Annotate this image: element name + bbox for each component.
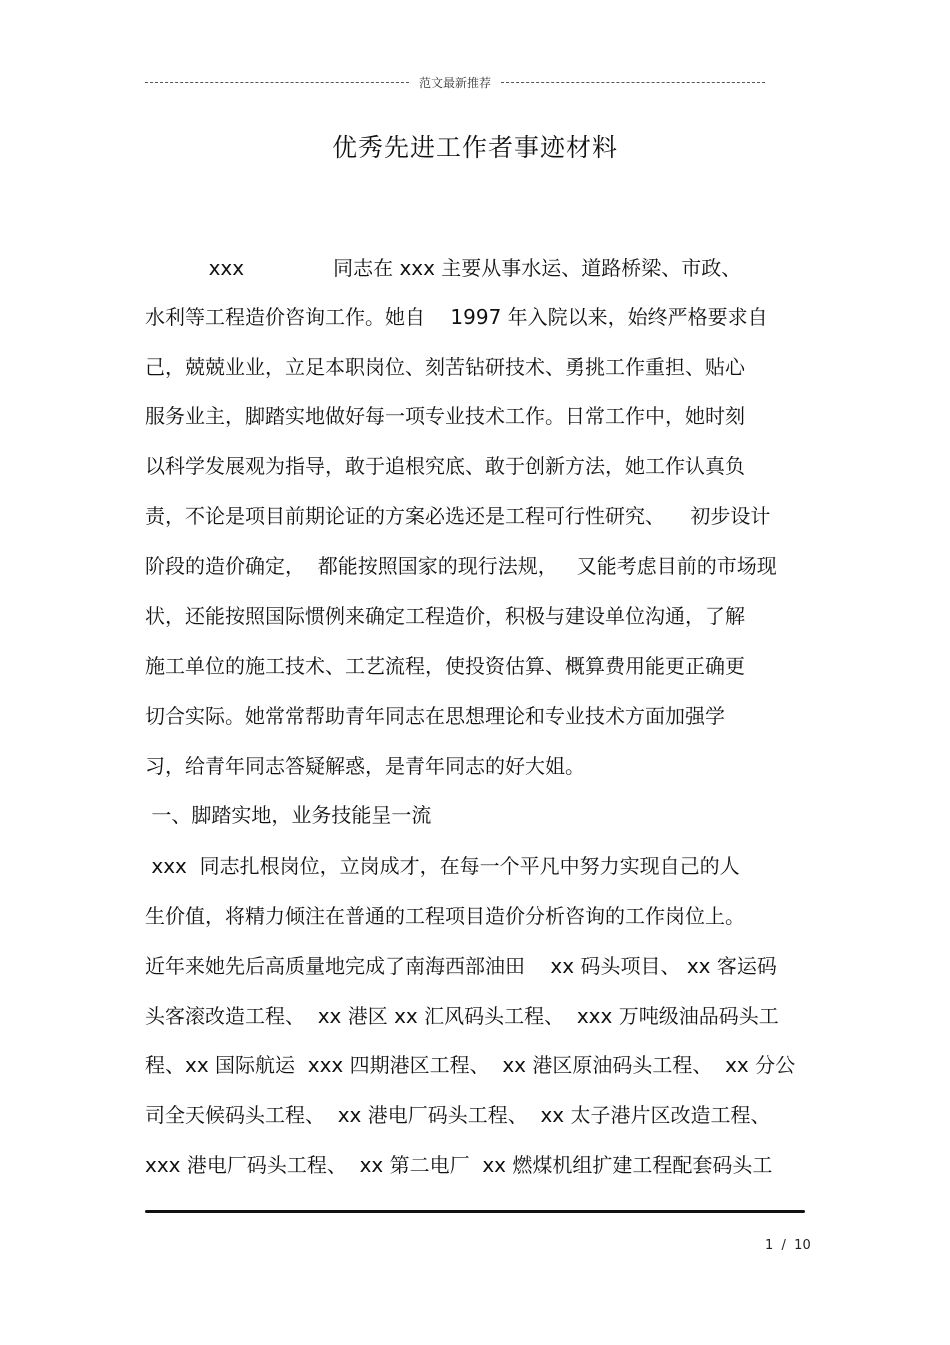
body-line: 生价值，将精力倾注在普通的工程项目造价分析咨询的工作岗位上。 [145, 904, 745, 928]
header-label: 范文最新推荐 [419, 75, 492, 90]
body-line: 近年来她先后高质量地完成了南海西部油田 xx 码头项目、 xx 客运码 [145, 954, 777, 978]
body-line: 施工单位的施工技术、工艺流程，使投资估算、概算费用能更正确更 [145, 654, 745, 678]
header-right-rule [501, 82, 765, 83]
page-header [145, 72, 765, 92]
body-line: 头客滚改造工程、 xx 港区 xx 汇风码头工程、 xxx 万吨级油品码头工 [145, 1004, 779, 1028]
body-line: 切合实际。她常常帮助青年同志在思想理论和专业技术方面加强学 [145, 704, 725, 728]
body-line: 状，还能按照国际惯例来确定工程造价，积极与建设单位沟通，了解 [145, 604, 745, 628]
body-line: xxx 同志扎根岗位，立岗成才，在每一个平凡中努力实现自己的人 [145, 854, 740, 878]
body-line: 己，兢兢业业，立足本职岗位、刻苦钻研技术、勇挑工作重担、贴心 [145, 355, 745, 379]
body-line: 责，不论是项目前期论证的方案必选还是工程可行性研究、 初步设计 [145, 504, 771, 528]
body-line: 服务业主，脚踏实地做好每一项专业技术工作。日常工作中，她时刻 [145, 404, 745, 428]
body-line: 程、xx 国际航运 xxx 四期港区工程、 xx 港区原油码头工程、 xx 分公 [145, 1053, 796, 1077]
body-line: 以科学发展观为指导，敢于追根究底、敢于创新方法，她工作认真负 [145, 454, 745, 478]
section-heading: 一、脚踏实地，业务技能呈一流 [145, 803, 432, 827]
body-line: 司全天候码头工程、 xx 港电厂码头工程、 xx 太子港片区改造工程、 [145, 1103, 771, 1127]
body-line: 阶段的造价确定， 都能按照国家的现行法规， 又能考虑目前的市场现 [145, 554, 777, 578]
body-line: xxx 同志在 xxx 主要从事水运、道路桥梁、市政、 [145, 256, 742, 280]
body-line: 水利等工程造价咨询工作。她自 1997 年入院以来，始终严格要求自 [145, 305, 768, 329]
page-number: 1 / 10 [765, 1238, 811, 1253]
footer-rule [145, 1210, 805, 1213]
header-left-rule [145, 82, 409, 83]
body-line: xxx 港电厂码头工程、 xx 第二电厂 xx 燃煤机组扩建工程配套码头工 [145, 1153, 773, 1177]
document-title: 优秀先进工作者事迹材料 [331, 133, 618, 162]
body-line: 习，给青年同志答疑解惑，是青年同志的好大姐。 [145, 754, 585, 778]
